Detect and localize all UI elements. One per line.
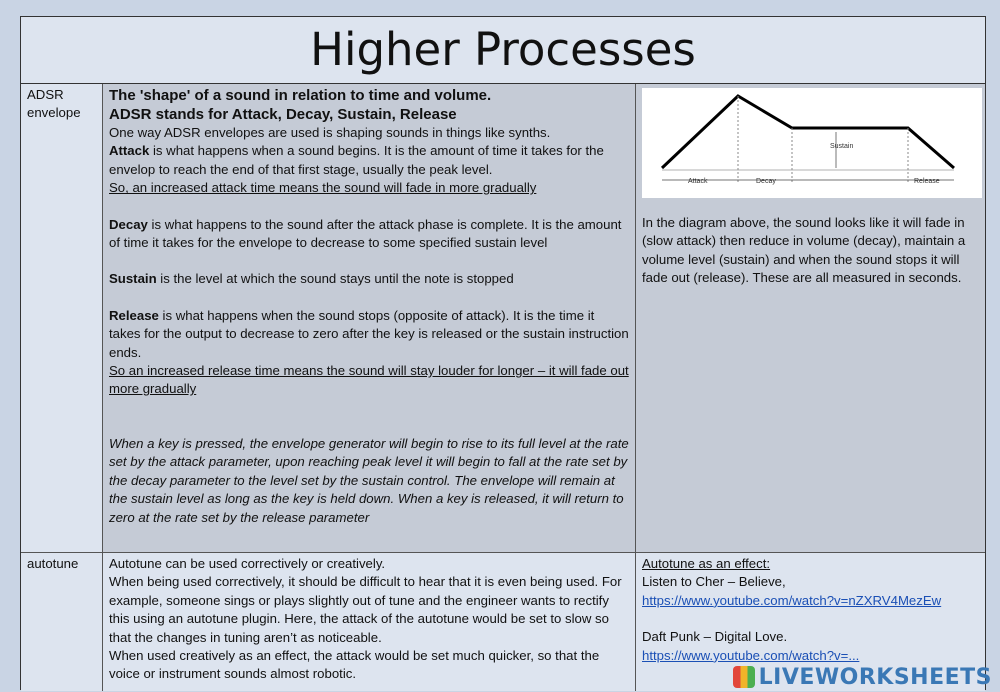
release-paragraph	[109, 307, 629, 362]
page-title: Higher Processes	[21, 17, 985, 84]
adsr-envelope-diagram	[642, 88, 982, 198]
adsr-diagram-cell	[636, 84, 985, 552]
release-text: is what happens when the sound stops (opposite of attack). It is the time it takes for the output to decrease to zero after the key is released or the sustain instruction ends.	[109, 307, 629, 360]
attack-paragraph	[109, 142, 629, 179]
example-cher: Listen to Cher – Believe,	[642, 574, 786, 590]
diagram-caption: In the diagram above, the sound looks like it will fade in (slow attack) then reduce in volume (decay), maintain a volume level (sustain) and when the sound stops it will fade out (release). These are all measured in seconds.	[642, 215, 966, 286]
diagram-attack-label: Attack	[688, 178, 708, 185]
sustain-term: Sustain	[109, 271, 157, 287]
autotune-p3: When used creatively as an effect, the attack would be set much quicker, so that the voice or instrument sounds almost robotic.	[109, 648, 600, 682]
row-label: autotune	[21, 553, 103, 691]
example-daft-punk: Daft Punk – Digital Love.	[642, 629, 788, 645]
attack-text: is what happens when a sound begins. It is the amount of time it takes for the envelop to reach the end of that first stage, usually the peak level.	[109, 143, 604, 177]
diagram-decay-label: Decay	[756, 178, 776, 185]
adsr-heading-1: The 'shape' of a sound in relation to time and volume.	[109, 87, 492, 104]
decay-term: Decay	[109, 216, 148, 232]
diagram-release-label: Release	[914, 178, 940, 185]
release-term: Release	[109, 307, 159, 323]
autotune-explanation	[103, 553, 636, 691]
youtube-link-cher[interactable]: https://www.youtube.com/watch?v=nZXRV4MezEw	[642, 592, 942, 608]
youtube-link-daft-punk[interactable]: https://www.youtube.com/watch?v=...	[642, 647, 860, 663]
decay-text: is what happens to the sound after the attack phase is complete. It is the amount of time it takes for the envelope to decrease to some specified sustain level	[109, 216, 622, 251]
adsr-heading-2: ADSR stands for Attack, Decay, Sustain, Release	[109, 106, 457, 123]
adsr-explanation	[103, 84, 636, 552]
adsr-summary: When a key is pressed, the envelope generator will begin to rise to its full level at the rate set by the attack parameter, upon reaching peak level it will begin to fall at the rate set by the decay parameter to the level set by the sustain control. The envelope will remain at the sustain level as long as the key is held down. When a key is released, it will return to zero at the rate set by the release parameter	[109, 435, 629, 525]
attack-term: Attack	[109, 143, 150, 159]
sustain-text: is the level at which the sound stays until the note is stopped	[156, 271, 514, 287]
diagram-sustain-label: Sustain	[830, 143, 854, 150]
decay-paragraph	[109, 216, 629, 253]
worksheet-frame	[20, 16, 986, 690]
watermark-text: LIVEWORKSHEETS	[758, 665, 992, 690]
row-label: ADSR envelope	[21, 84, 103, 552]
liveworksheets-logo	[733, 665, 992, 690]
autotune-p2: When being used correctively, it should be difficult to hear that it is even being used. For example, someone sings or plays slightly out of tune and the engineer wants to rectify this using an autotune plugin. Here, the attack of the autotune would be set to slow so that the changes in tuning aren’t as noticeable.	[109, 574, 622, 645]
effect-title: Autotune as an effect:	[642, 556, 771, 571]
release-note: So an increased release time means the sound will stay louder for longer – it will fade out more gradually	[109, 363, 629, 397]
attack-note: So, an increased attack time means the sound will fade in more gradually	[109, 180, 537, 196]
table-row	[21, 84, 985, 553]
sustain-paragraph	[109, 270, 629, 288]
liveworksheets-badge-icon	[733, 666, 755, 688]
autotune-p1: Autotune can be used correctively or creatively.	[109, 556, 386, 571]
adsr-intro: One way ADSR envelopes are used is shaping sounds in things like synths.	[109, 125, 551, 140]
